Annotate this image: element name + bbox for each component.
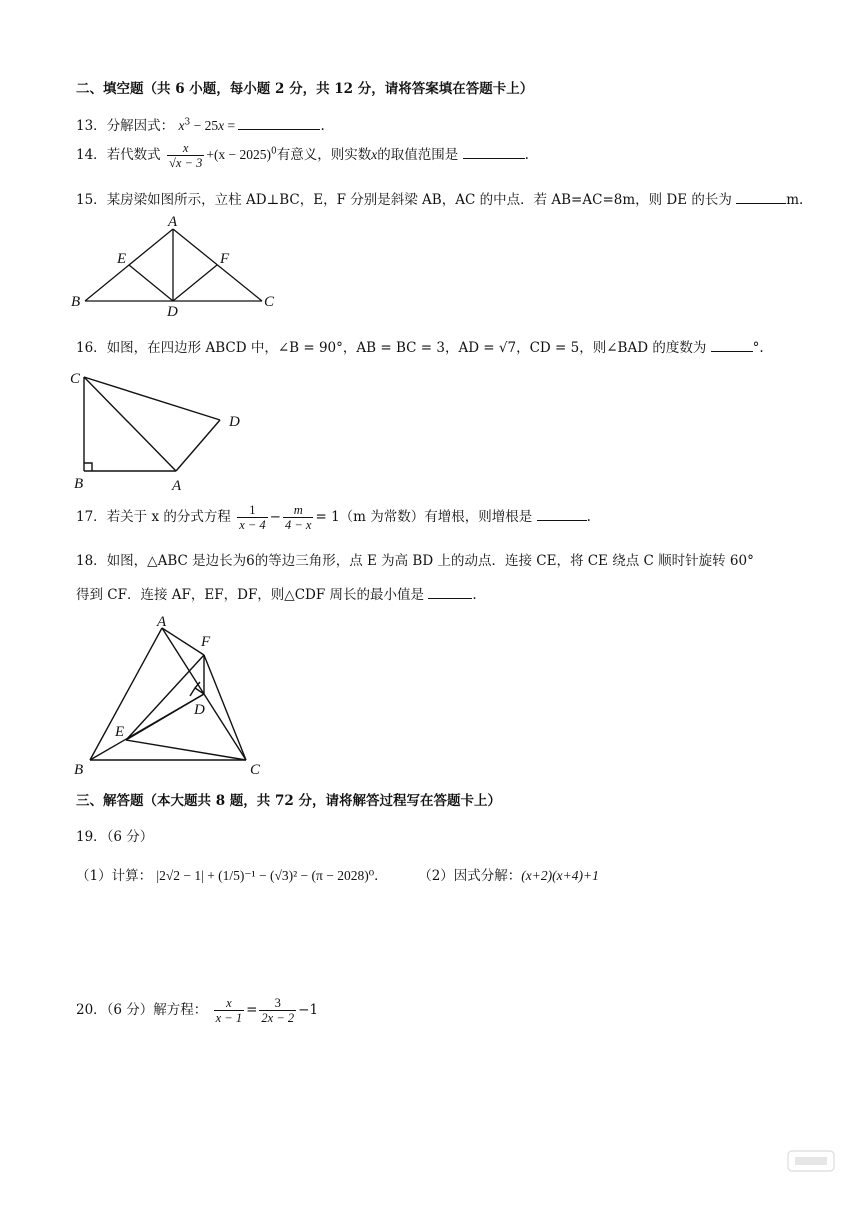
fraction	[283, 503, 313, 532]
figure-18	[64, 610, 284, 780]
question-text: 20．（6 分）解方程：	[76, 1002, 208, 1018]
label-D: D	[194, 702, 205, 718]
math-term: +(x − 2025)	[206, 147, 272, 162]
unit: °.	[752, 340, 764, 356]
fraction-numerator: 1	[237, 503, 267, 518]
section-3-heading	[76, 789, 501, 809]
question-13	[76, 114, 325, 134]
label-B: B	[71, 294, 81, 310]
label-F: F	[201, 634, 211, 650]
math-var: x	[178, 118, 185, 133]
section-3-heading-text: 三、解答题（本大题共 8 题，共 72 分，请将解答过程写在答题卡上）	[76, 793, 501, 809]
fraction-denominator: x − 1	[215, 1011, 243, 1025]
part-1-expression: |2√2 − 1| + (1/5)⁻¹ − (√3)² − (π − 2028)⁰．	[156, 868, 388, 883]
fraction	[167, 141, 204, 170]
label-A: A	[168, 214, 178, 230]
part-2-label: （2）因式分解：	[418, 868, 522, 884]
answer-blank[interactable]	[736, 191, 786, 204]
question-text: 分解因式：	[106, 118, 175, 134]
fraction-denominator: √x − 3	[168, 156, 203, 170]
question-text: 的取值范围是	[377, 147, 459, 163]
label-F: F	[220, 251, 230, 267]
question-text: 得到 CF．连接 AF，EF，DF，则△CDF 周长的最小值是	[76, 587, 425, 603]
math-exp: 0	[271, 146, 277, 157]
answer-blank[interactable]	[711, 339, 753, 352]
question-number: 16．	[76, 340, 107, 356]
label-E: E	[117, 251, 127, 267]
math-var: x	[218, 118, 225, 133]
question-number: 18．	[76, 553, 107, 569]
question-text: = 1（m 为常数）有增根，则增根是	[315, 509, 533, 525]
fraction	[259, 996, 296, 1025]
punct: .	[320, 118, 325, 134]
label-C: C	[70, 371, 81, 387]
question-number: 13．	[76, 118, 107, 134]
figure-15	[64, 212, 294, 322]
fraction-denominator: 4 − x	[284, 518, 312, 532]
question-17	[76, 503, 591, 532]
fraction-numerator: m	[283, 503, 313, 518]
question-number: 14．	[76, 147, 107, 163]
section-2-heading	[76, 77, 533, 97]
part-2-expression: (x+2)(x+4)+1	[521, 868, 599, 883]
question-text: 如图，△ABC 是边长为6的等边三角形，点 E 为高 BD 上的动点．连接 CE，将 CE 绕点 C 顺时针旋转 60°	[106, 553, 754, 569]
math-var: x	[371, 147, 378, 162]
punct: .	[524, 147, 529, 163]
label-B: B	[74, 476, 84, 492]
label-B: B	[74, 762, 84, 778]
fraction-denominator: x − 4	[239, 518, 266, 532]
label-E: E	[115, 724, 125, 740]
section-2-heading-text: 二、填空题（共 6 小题，每小题 2 分，共 12 分，请将答案填在答题卡上）	[76, 81, 534, 97]
fraction	[237, 503, 267, 532]
question-19-parts	[76, 864, 599, 884]
label-C: C	[250, 762, 261, 778]
punct: .	[472, 587, 477, 603]
question-text: 如图，在四边形 ABCD 中，∠B = 90°，AB = BC = 3，AD = √7，CD = 5，则∠BAD 的度数为	[106, 340, 707, 356]
question-text: 若代数式	[106, 147, 161, 163]
fraction-numerator: x	[214, 996, 244, 1011]
watermark-logo	[787, 1150, 835, 1176]
math-exp: 3	[184, 117, 191, 128]
question-20	[76, 996, 318, 1025]
label-D: D	[229, 414, 240, 430]
question-text: 有意义，则实数	[276, 147, 372, 163]
fraction-numerator: 3	[259, 996, 296, 1011]
question-14	[76, 141, 529, 170]
fraction	[214, 996, 244, 1025]
question-number: 19．（6 分）	[76, 829, 154, 845]
fraction-denominator: 2x − 2	[261, 1011, 295, 1025]
math-eq: =	[224, 118, 239, 133]
answer-blank[interactable]	[537, 508, 587, 521]
answer-blank[interactable]	[428, 586, 472, 599]
math-term: − 25	[190, 118, 219, 133]
question-19	[76, 825, 153, 845]
answer-blank[interactable]	[463, 146, 525, 159]
math-term: −1	[298, 1002, 319, 1018]
label-C: C	[264, 294, 275, 310]
question-number: 17．	[76, 509, 107, 525]
label-A: A	[172, 478, 182, 494]
unit: m.	[786, 192, 804, 208]
question-15	[76, 188, 803, 208]
question-text: 若关于 x 的分式方程	[106, 509, 231, 525]
question-number: 15．	[76, 192, 107, 208]
question-18-line2	[76, 583, 477, 603]
label-D: D	[167, 304, 178, 320]
punct: .	[586, 509, 591, 525]
label-A: A	[157, 614, 167, 630]
question-18	[76, 549, 754, 569]
fraction-numerator: x	[167, 141, 204, 156]
answer-blank[interactable]	[238, 117, 320, 130]
question-text: 某房梁如图所示，立柱 AD⊥BC，E，F 分别是斜梁 AB，AC 的中点．若 AB=AC=8m，则 DE 的长为	[106, 192, 732, 208]
math-eq: =	[246, 1002, 258, 1018]
part-1-label: （1）计算：	[76, 868, 153, 884]
question-16	[76, 336, 764, 356]
math-op: −	[269, 509, 281, 525]
figure-16	[62, 362, 262, 494]
